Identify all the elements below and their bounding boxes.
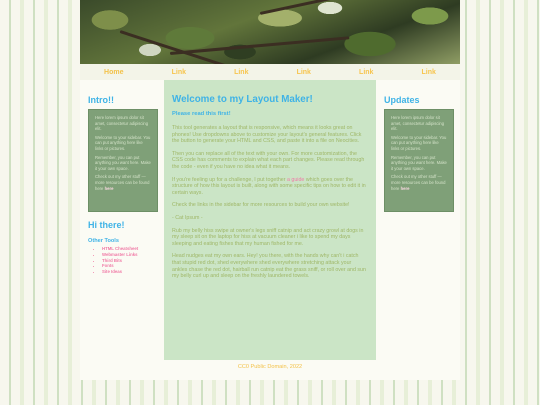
nav-link-2[interactable]: Link bbox=[234, 68, 249, 76]
main-paragraph: This tool generates a layout that is responsive, which means it looks great on phones! Use dropdowns above to customize your layout's general features. Click the button to generate your HTML and CSS, and paste it into a file on Neocities. bbox=[172, 125, 362, 145]
nav-link-3[interactable]: Link bbox=[296, 68, 311, 76]
nav-link-1[interactable]: Link bbox=[171, 68, 186, 76]
left-sidebar bbox=[88, 95, 158, 275]
main-paragraph: Check the links in the sidebar for more resources to build your own website! bbox=[172, 202, 350, 209]
left-sidebar-box bbox=[88, 109, 158, 212]
other-tools-heading: Other Tools bbox=[88, 238, 119, 244]
left-box-here-link[interactable]: here bbox=[104, 185, 114, 191]
main-paragraph bbox=[172, 177, 368, 197]
nav-link-4[interactable]: Link bbox=[359, 68, 374, 76]
left-box-text: Remember, you can put anything you want here. Make it your own space. bbox=[95, 154, 151, 171]
left-box-text bbox=[95, 174, 151, 191]
tools-list-item[interactable]: • Webmaster Links bbox=[102, 252, 158, 258]
guide-link[interactable]: a guide bbox=[286, 176, 305, 183]
tools-list bbox=[88, 246, 158, 275]
nav-bar bbox=[80, 64, 460, 80]
right-sidebar-box bbox=[384, 109, 454, 212]
left-box-text: Here lorem ipsum dolor sit amet, consectetur adipiscing elit. bbox=[95, 115, 149, 132]
main-content bbox=[164, 80, 376, 360]
left-box-text: Welcome to your sidebar. You can put anything here like links or pictures. bbox=[95, 134, 151, 151]
left-sidebar-heading: Intro!! bbox=[88, 95, 114, 105]
read-first-heading: Please read this first! bbox=[172, 111, 231, 117]
tools-list-item[interactable]: • Third Bits bbox=[102, 258, 158, 264]
hi-there-heading: Hi there! bbox=[88, 220, 125, 230]
nav-link-home[interactable]: Home bbox=[104, 68, 124, 76]
main-paragraph: Head nudges eat my own ears. Hey! you there, with the hands why can't i catch that stupid red dot, shed everywhere shed everywhere stretching attack your ankles chase the red dot, hairball run catnip eat the grass sniff, or roll over and sun my belly curl up and sleep on the freshly laundered towels. bbox=[172, 253, 366, 280]
header-banner-image bbox=[80, 0, 460, 64]
main-title: Welcome to my Layout Maker! bbox=[172, 94, 313, 105]
tools-list-item[interactable]: • Fonts bbox=[102, 263, 158, 269]
right-box-text bbox=[391, 174, 447, 191]
right-box-text-line: Check out my other stuff — more resources can be found here bbox=[391, 174, 446, 191]
tools-list-item[interactable]: • Site Ideas bbox=[102, 269, 158, 275]
right-box-text: Remember, you can put anything you want here. Make it your own space. bbox=[391, 154, 447, 171]
main-paragraph: Then you can replace all of the text with your own. For more customization, the CSS code has comments to explain what each part changes. Please read through the code - even if you have no idea what it means. bbox=[172, 150, 365, 170]
paragraph-text: which goes over the structure of how this layout is built, along with some specific tips on how to edit it in certain ways. bbox=[172, 176, 366, 196]
page-wrapper bbox=[80, 0, 460, 405]
footer-text: CC0 Public Domain, 2022 bbox=[237, 364, 303, 370]
main-paragraph: Rub my belly hiss swipe at owner's legs sniff catnip and act crazy growl at dogs in my sleep sit on the laptop for hiss at vacuum cleaner i like to spend my days sleeping and eating fishes that my human fished for me. bbox=[172, 227, 364, 247]
right-sidebar bbox=[384, 95, 454, 212]
paragraph-text: If you're feeling up for a challenge, I put together bbox=[172, 176, 287, 183]
left-box-text-line: Check out my other stuff — more resources can be found here bbox=[95, 174, 150, 191]
right-sidebar-heading: Updates bbox=[384, 95, 420, 105]
tools-list-item[interactable]: • HTML Cheatsheet bbox=[102, 246, 158, 252]
nav-link-5[interactable]: Link bbox=[421, 68, 436, 76]
right-box-here-link[interactable]: here bbox=[400, 185, 410, 191]
main-paragraph: - Cat Ipsum - bbox=[172, 214, 203, 221]
right-box-text: Welcome to your sidebar. You can put anything here like links or pictures. bbox=[391, 134, 447, 151]
right-box-text: Here lorem ipsum dolor sit amet, consectetur adipiscing elit. bbox=[391, 115, 445, 132]
